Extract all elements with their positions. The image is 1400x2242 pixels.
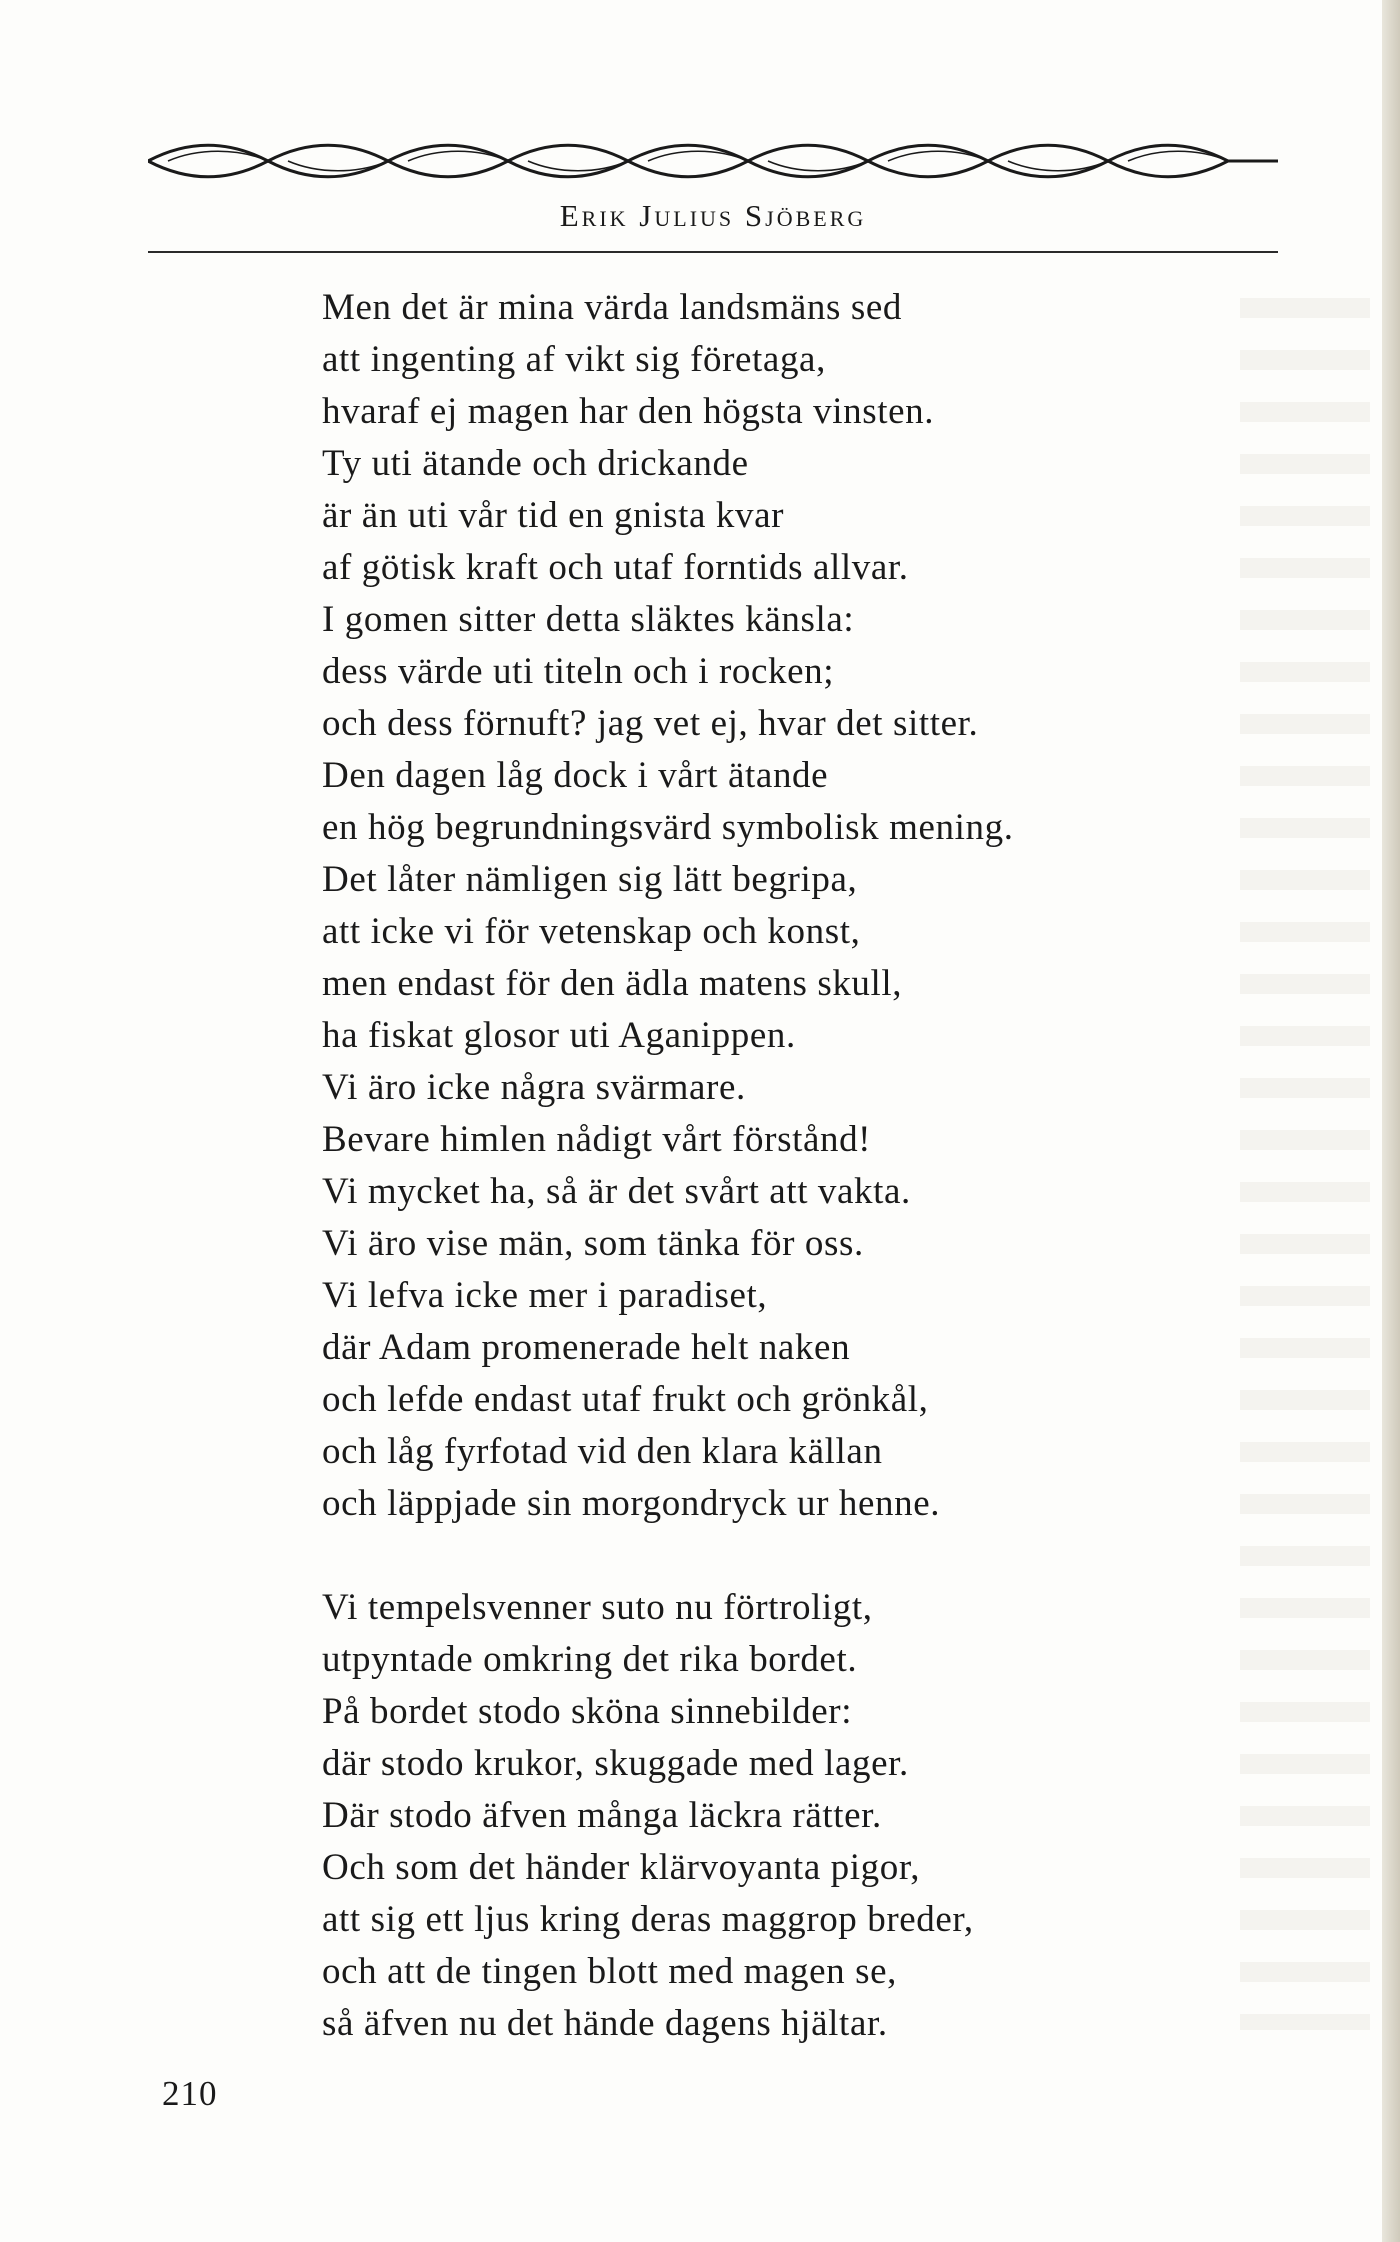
- poem-line: hvaraf ej magen har den högsta vinsten.: [322, 391, 935, 432]
- poem-line: och lefde endast utaf frukt och grönkål,: [322, 1379, 929, 1420]
- poem-line: är än uti vår tid en gnista kvar: [322, 495, 785, 536]
- poem-line: Vi mycket ha, så är det svårt att vakta.: [322, 1171, 911, 1212]
- running-head: Erik Julius Sjöberg: [559, 198, 867, 233]
- poem-line: och dess förnuft? jag vet ej, hvar det sitter.: [322, 703, 979, 744]
- poem-line: så äfven nu det hände dagens hjältar.: [322, 2003, 888, 2044]
- poem-line: en hög begrundningsvärd symbolisk mening.: [322, 807, 1014, 848]
- poem-line: men endast för den ädla matens skull,: [322, 963, 903, 1004]
- poem-line: utpyntade omkring det rika bordet.: [322, 1639, 858, 1680]
- twisted-rope-ornament-icon: [148, 138, 1278, 184]
- poem-line: I gomen sitter detta släktes känsla:: [322, 599, 855, 640]
- poem-line: dess värde uti titeln och i rocken;: [322, 651, 835, 692]
- poem-line: På bordet stodo sköna sinnebilder:: [322, 1691, 853, 1732]
- poem-line: där stodo krukor, skuggade med lager.: [322, 1743, 909, 1784]
- poem-line: och läppjade sin morgondryck ur henne.: [322, 1483, 941, 1524]
- poem-line: Ty uti ätande och drickande: [322, 443, 749, 484]
- page-number: 210: [162, 2074, 218, 2113]
- show-through-text: [1240, 280, 1370, 2030]
- poem-body: [322, 282, 1222, 2050]
- poem-line: Bevare himlen nådigt vårt förstånd!: [322, 1119, 872, 1160]
- poem-line: Vi tempelsvenner suto nu förtroligt,: [322, 1587, 873, 1628]
- poem-line: att sig ett ljus kring deras maggrop breder,: [322, 1899, 974, 1940]
- poem-line: Och som det händer klärvoyanta pigor,: [322, 1847, 921, 1888]
- poem-line: att icke vi för vetenskap och konst,: [322, 911, 861, 952]
- poem-line: Men det är mina värda landsmäns sed: [322, 287, 902, 328]
- poem-line: där Adam promenerade helt naken: [322, 1327, 851, 1368]
- poem-line: och låg fyrfotad vid den klara källan: [322, 1431, 883, 1472]
- header-rule: [148, 251, 1278, 253]
- poem-line: Den dagen låg dock i vårt ätande: [322, 755, 829, 796]
- stanza-break: [322, 1530, 1222, 1582]
- page-edge-shadow: [1382, 0, 1400, 2242]
- poem-line: ha fiskat glosor uti Aganippen.: [322, 1015, 796, 1056]
- poem-line: af götisk kraft och utaf forntids allvar.: [322, 547, 909, 588]
- poem-line: Vi lefva icke mer i paradiset,: [322, 1275, 768, 1316]
- poem-line: att ingenting af vikt sig företaga,: [322, 339, 826, 380]
- poem-line: Det låter nämligen sig lätt begripa,: [322, 859, 858, 900]
- poem-line: Där stodo äfven många läckra rätter.: [322, 1795, 882, 1836]
- poem-line: och att de tingen blott med magen se,: [322, 1951, 897, 1992]
- poem-line: Vi äro vise män, som tänka för oss.: [322, 1223, 864, 1264]
- poem-line: Vi äro icke några svärmare.: [322, 1067, 746, 1108]
